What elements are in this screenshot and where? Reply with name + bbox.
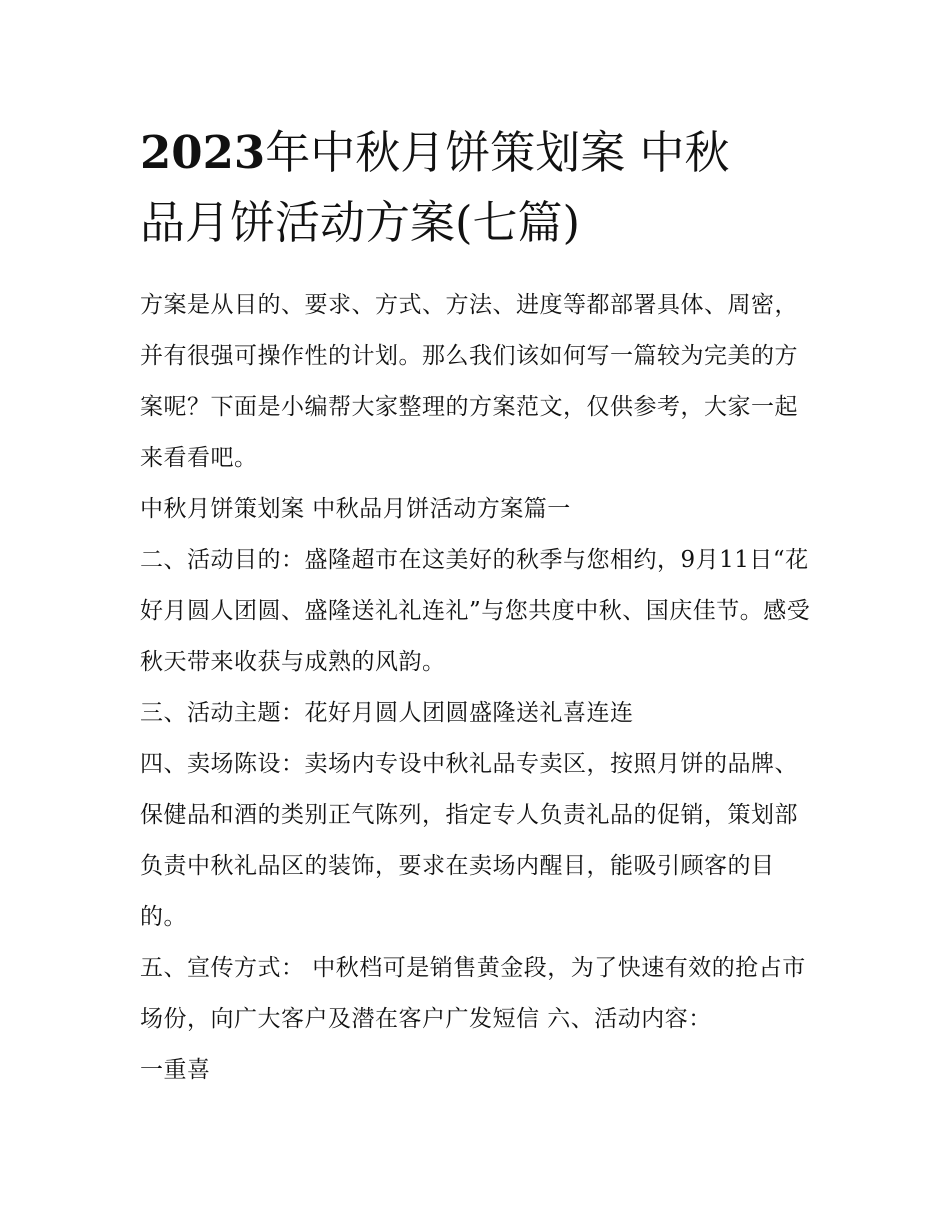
title-year: 2023: [140, 126, 266, 179]
promotion-method-paragraph: 五、宣传方式： 中秋档可是销售黄金段，为了快速有效的抢占市场份，向广大客户及潜在客户广发短信 六、活动内容：: [140, 955, 806, 1032]
first-joy-paragraph: 一重喜: [140, 1057, 211, 1083]
document-title: [140, 118, 820, 258]
intro-paragraph: 方案是从目的、要求、方式、方法、进度等都部署具体、周密，并有很强可操作性的计划。那么我们该如何写一篇较为完美的方案呢？下面是小编帮大家整理的方案范文，仅供参考，大家一起来看看吧。: [140, 292, 798, 471]
section-heading: 中秋月饼策划案 中秋品月饼活动方案篇一: [140, 496, 571, 522]
title-line2: 品月饼活动方案(七篇): [140, 196, 581, 249]
activity-theme-paragraph: 三、活动主题：花好月圆人团圆盛隆送礼喜连连: [140, 700, 634, 726]
document-body: [140, 280, 815, 1096]
activity-purpose-paragraph: 二、活动目的：盛隆超市在这美好的秋季与您相约，9月11日“花好月圆人团圆、盛隆送礼礼连礼”与您共度中秋、国庆佳节。感受秋天带来收获与成熟的风韵。: [140, 547, 811, 675]
title-line1: 年中秋月饼策划案 中秋: [265, 126, 730, 179]
store-display-paragraph: 四、卖场陈设：卖场内专设中秋礼品专卖区，按照月饼的品牌、保健品和酒的类别正气陈列，指定专人负责礼品的促销，策划部负责中秋礼品区的装饰，要求在卖场内醒目，能吸引顾客的目的。: [140, 751, 798, 930]
